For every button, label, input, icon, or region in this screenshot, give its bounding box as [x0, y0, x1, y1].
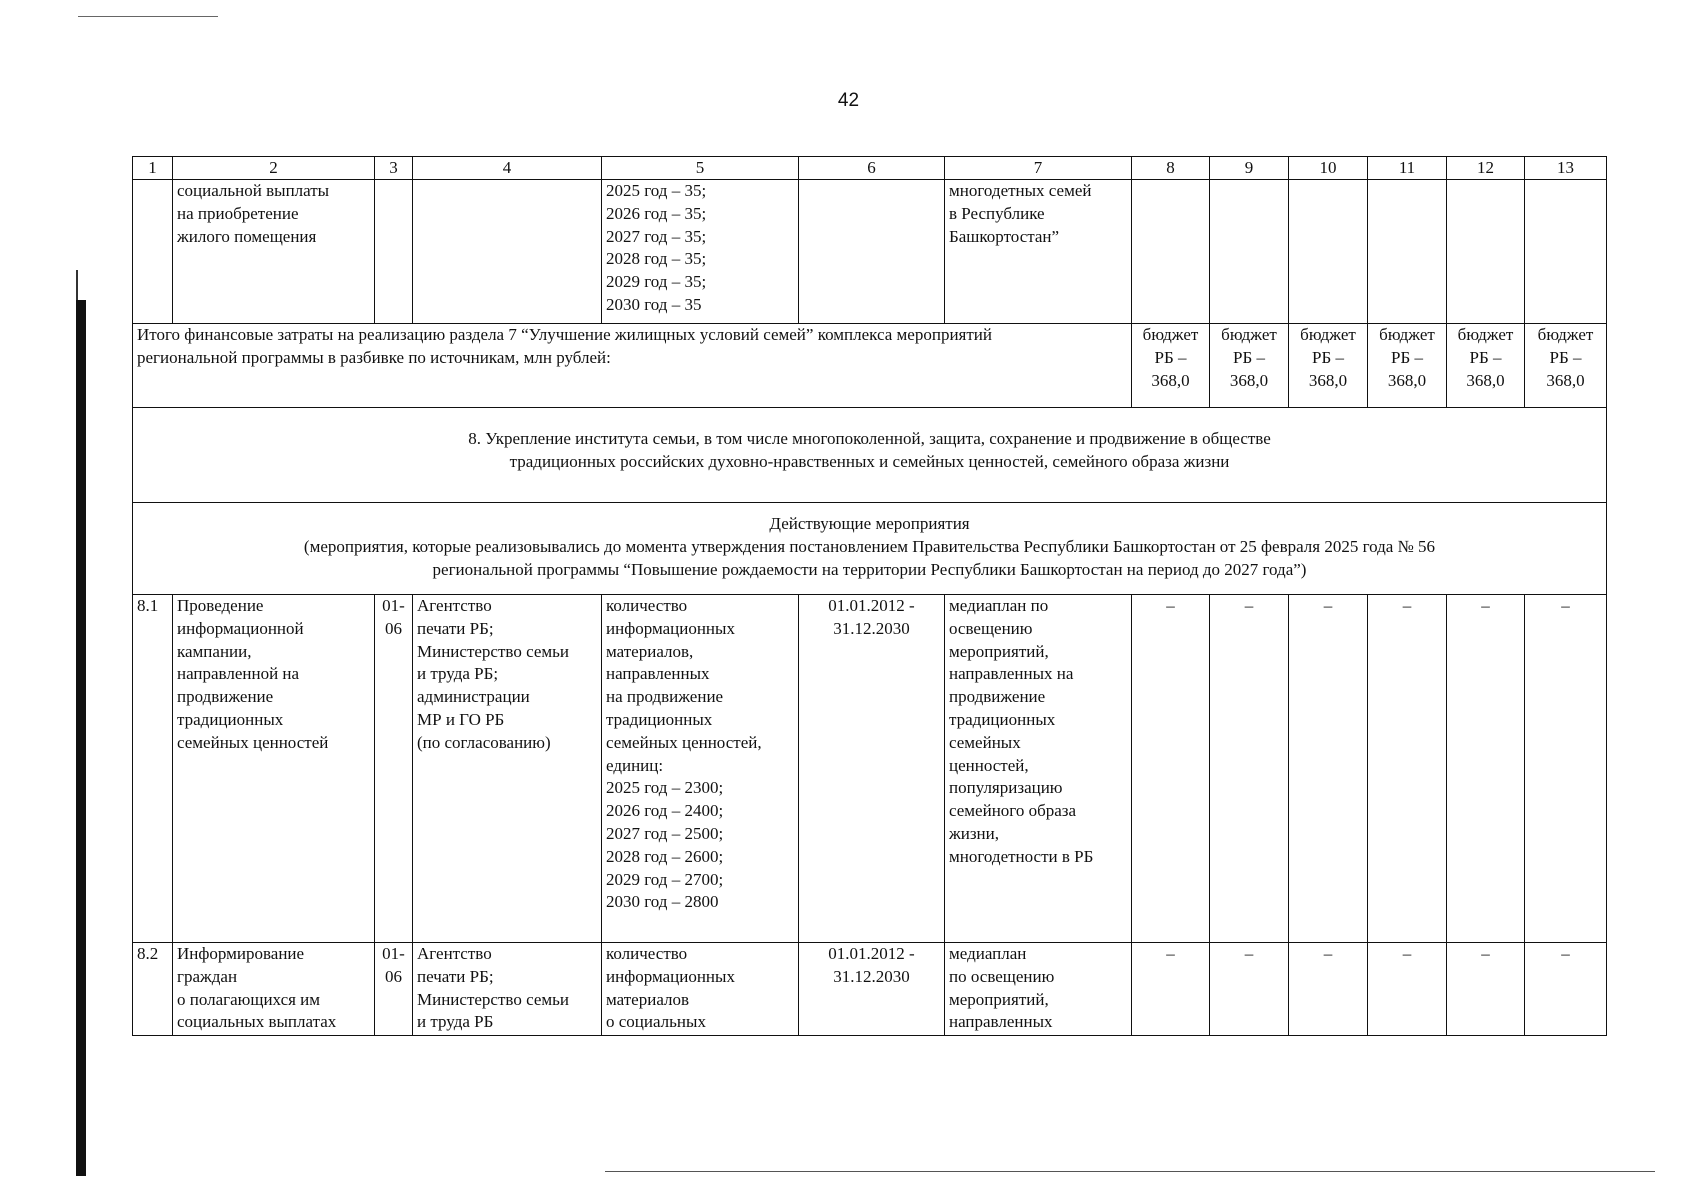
value-cell: – — [1368, 595, 1447, 943]
col-header: 6 — [799, 157, 945, 180]
value-cell: – — [1447, 595, 1525, 943]
value-cell: – — [1447, 943, 1525, 1036]
activity-period: 01.01.2012 - 31.12.2030 — [799, 595, 945, 943]
activity-result: медиаплан по освещению мероприятий, направленных — [945, 943, 1132, 1036]
activity-name: Информирование граждан о полагающихся им социальных выплатах — [173, 943, 375, 1036]
bottom-rule — [605, 1171, 1655, 1172]
row-number: 8.2 — [133, 943, 173, 1036]
budget-cell: бюджет РБ – 368,0 — [1525, 324, 1607, 408]
current-activities-title: Действующие мероприятия (мероприятия, которые реализовывались до момента утверждения постановлением Правительства Республики Башкортостан от 25 февраля 2025 года № 56 региональной программы “Повышение рождаемости на территории Республики Башкортостан на период до 2027 года”) — [133, 503, 1607, 595]
value-cell: – — [1289, 943, 1368, 1036]
budget-cell: бюджет РБ – 368,0 — [1447, 324, 1525, 408]
program-table — [132, 156, 1607, 1036]
page-number: 42 — [837, 90, 860, 111]
cont-name-cell: социальной выплаты на приобретение жилого помещения — [173, 180, 375, 324]
value-cell: – — [1368, 943, 1447, 1036]
activity-period: 01.01.2012 - 31.12.2030 — [799, 943, 945, 1036]
activity-indicator: количество информационных материалов, направленных на продвижение традиционных семейных ценностей, единиц: 2025 год – 2300; 2026 год – 2400; 2027 год – 2500; 2028 год – 2600; 2029 год – 2700; 2030 год – 2800 — [602, 595, 799, 943]
col-header: 4 — [413, 157, 602, 180]
value-cell: – — [1210, 595, 1289, 943]
total-label: Итого финансовые затраты на реализацию раздела 7 “Улучшение жилищных условий семей” комплекса мероприятий региональной программы в разбивке по источникам, млн рублей: — [133, 324, 1132, 408]
col-header: 7 — [945, 157, 1132, 180]
col-header: 13 — [1525, 157, 1607, 180]
budget-cell: бюджет РБ – 368,0 — [1132, 324, 1210, 408]
scan-edge-bar — [76, 300, 86, 1176]
continuation-row — [133, 180, 1607, 324]
budget-cell: бюджет РБ – 368,0 — [1289, 324, 1368, 408]
activity-executor: Агентство печати РБ; Министерство семьи и труда РБ — [413, 943, 602, 1036]
activity-executor: Агентство печати РБ; Министерство семьи и труда РБ; администрации МР и ГО РБ (по согласованию) — [413, 595, 602, 943]
activity-code: 01- 06 — [375, 943, 413, 1036]
activities-title-row — [133, 503, 1607, 595]
section-title-row — [133, 408, 1607, 503]
cont-result-cell: многодетных семей в Республике Башкортостан” — [945, 180, 1132, 324]
top-rule — [78, 16, 218, 17]
col-header: 8 — [1132, 157, 1210, 180]
col-header: 1 — [133, 157, 173, 180]
col-header: 2 — [173, 157, 375, 180]
row-number: 8.1 — [133, 595, 173, 943]
activity-indicator: количество информационных материалов о социальных — [602, 943, 799, 1036]
value-cell: – — [1210, 943, 1289, 1036]
col-header: 11 — [1368, 157, 1447, 180]
col-header: 5 — [602, 157, 799, 180]
table-row — [133, 595, 1607, 943]
value-cell: – — [1525, 595, 1607, 943]
column-header-row — [133, 157, 1607, 180]
section-8-title: 8. Укрепление института семьи, в том числе многопоколенной, защита, сохранение и продвижение в обществе традиционных российских духовно-нравственных и семейных ценностей, семейного образа жизни — [133, 408, 1607, 503]
value-cell: – — [1132, 943, 1210, 1036]
budget-cell: бюджет РБ – 368,0 — [1368, 324, 1447, 408]
value-cell: – — [1525, 943, 1607, 1036]
value-cell: – — [1132, 595, 1210, 943]
col-header: 10 — [1289, 157, 1368, 180]
budget-cell: бюджет РБ – 368,0 — [1210, 324, 1289, 408]
activity-result: медиаплан по освещению мероприятий, направленных на продвижение традиционных семейных ценностей, популяризацию семейного образа жизни, многодетности в РБ — [945, 595, 1132, 943]
col-header: 3 — [375, 157, 413, 180]
activity-code: 01- 06 — [375, 595, 413, 943]
cont-indicator-cell: 2025 год – 35; 2026 год – 35; 2027 год – 35; 2028 год – 35; 2029 год – 35; 2030 год – 35 — [602, 180, 799, 324]
activity-name: Проведение информационной кампании, направленной на продвижение традиционных семейных ценностей — [173, 595, 375, 943]
table-row — [133, 943, 1607, 1036]
col-header: 12 — [1447, 157, 1525, 180]
col-header: 9 — [1210, 157, 1289, 180]
value-cell: – — [1289, 595, 1368, 943]
total-row — [133, 324, 1607, 408]
